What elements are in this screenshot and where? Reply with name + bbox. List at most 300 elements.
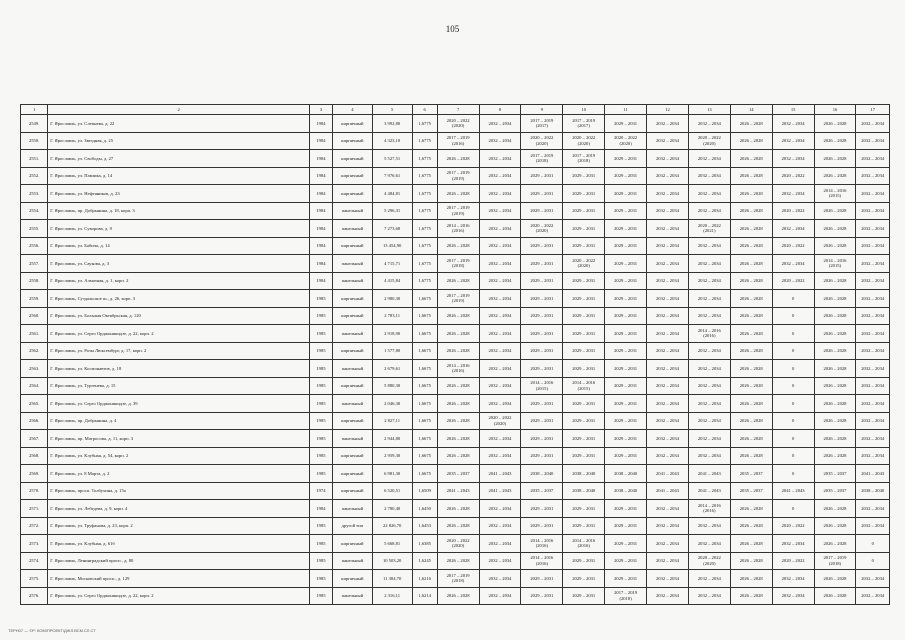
period-col12-cell: 2032 – 2034 [647,272,689,290]
period-col11-cell: 2029 – 2031 [605,307,647,325]
wall-material-cell: кирпичный [332,167,372,185]
address-cell: Г. Ярославль, ул. Лебедева, д. 9, корп. 4 [48,500,310,518]
rate-cell: 1,6385 [412,535,437,553]
period-col14-cell: 2026 – 2028 [730,570,772,588]
period-col16-cell: 2026 – 2028 [814,342,856,360]
address-cell: Г. Ярославль, ул. Розы Люксембург, д. 17, корп. 2 [48,342,310,360]
wall-material-cell: панельный [332,325,372,343]
rate-cell: 1,6775 [412,255,437,273]
period-col9-cell: 2038 – 2040 [521,465,563,483]
row-number-cell: 2554. [21,202,48,220]
period-col13-cell: 2032 – 2034 [688,377,730,395]
period-col7-cell: 2017 – 2019 (2016) [437,132,479,150]
period-col7-cell: 2020 – 2022 (2020) [437,115,479,133]
period-col10-cell: 2017 – 2019 (2018) [563,150,605,168]
period-col15-cell: 0 [772,325,814,343]
period-col16-cell: 2026 – 2028 [814,500,856,518]
period-col14-cell: 2026 – 2028 [730,220,772,238]
row-number-cell: 2549. [21,115,48,133]
period-col9-cell: 2029 – 2031 [521,430,563,448]
column-number-5: 5 [372,105,412,115]
address-cell: Г. Ярославль, Ленинградский просп., д. 80 [48,552,310,570]
period-col15-cell: 2032 – 2034 [772,132,814,150]
period-col12-cell: 2032 – 2034 [647,307,689,325]
period-col13-cell: 2032 – 2034 [688,185,730,203]
area-cell: 4 715,71 [372,255,412,273]
period-col7-cell: 2026 – 2028 [437,325,479,343]
period-col14-cell: 2026 – 2028 [730,412,772,430]
period-col10-cell: 2038 – 2040 [563,482,605,500]
rate-cell: 1,6775 [412,237,437,255]
period-col8-cell: 2032 – 2034 [479,220,521,238]
period-col11-cell: 2029 – 2031 [605,150,647,168]
period-col16-cell: 2026 – 2028 [814,360,856,378]
wall-material-cell: кирпичный [332,342,372,360]
table-row [21,377,890,395]
period-col10-cell: 2029 – 2031 [563,307,605,325]
table-row [21,220,890,238]
column-number-10: 10 [563,105,605,115]
period-col12-cell: 2032 – 2034 [647,500,689,518]
period-col8-cell: 2032 – 2034 [479,115,521,133]
period-col14-cell: 2026 – 2028 [730,132,772,150]
rate-cell: 1,6675 [412,430,437,448]
row-number-cell: 2564. [21,377,48,395]
period-col16-cell: 2026 – 2028 [814,377,856,395]
build-year-cell: 1984 [309,150,332,168]
period-col11-cell: 2029 – 2031 [605,202,647,220]
area-cell: 22 826,70 [372,517,412,535]
period-col8-cell: 2041 – 2043 [479,482,521,500]
period-col10-cell: 2029 – 2031 [563,570,605,588]
row-number-cell: 2562. [21,342,48,360]
build-year-cell: 1985 [309,570,332,588]
area-cell: 1 577,80 [372,342,412,360]
column-number-3: 3 [309,105,332,115]
period-col8-cell: 2032 – 2034 [479,132,521,150]
page-number: 105 [445,24,460,34]
build-year-cell: 1984 [309,272,332,290]
period-col13-cell: 2032 – 2034 [688,290,730,308]
table-row [21,570,890,588]
footer-note: ТЕРН07 — ©Р: КОМ/ПРОЕКТ/ДЖЛ.ВСМ.СЛ.СТ [8,628,96,633]
period-col7-cell: 2014 – 2016 (2016) [437,220,479,238]
table-row [21,150,890,168]
row-number-cell: 2558. [21,272,48,290]
wall-material-cell: панельный [332,395,372,413]
row-number-cell: 2553. [21,185,48,203]
period-col13-cell: 2032 – 2034 [688,570,730,588]
address-cell: Г. Ярославль, пр. Добрынина, д. 4 [48,412,310,430]
period-col12-cell: 2032 – 2034 [647,552,689,570]
wall-material-cell: панельный [332,587,372,605]
area-cell: 4 484,81 [372,185,412,203]
period-col11-cell: 2029 – 2031 [605,185,647,203]
period-col13-cell: 2032 – 2034 [688,115,730,133]
period-col7-cell: 2026 – 2028 [437,185,479,203]
period-col12-cell: 2032 – 2034 [647,290,689,308]
rate-cell: 1,6675 [412,412,437,430]
period-col10-cell: 2029 – 2031 [563,360,605,378]
period-col17-cell: 2038 – 2040 [856,482,890,500]
period-col17-cell: 2032 – 2034 [856,115,890,133]
period-col9-cell: 2029 – 2031 [521,202,563,220]
period-col15-cell: 0 [772,307,814,325]
period-col9-cell: 2029 – 2031 [521,325,563,343]
column-number-14: 14 [730,105,772,115]
table-row [21,552,890,570]
period-col8-cell: 2032 – 2034 [479,517,521,535]
build-year-cell: 1984 [309,202,332,220]
period-col9-cell: 2014 – 2016 (2016) [521,552,563,570]
table-row [21,307,890,325]
period-col14-cell: 2026 – 2028 [730,587,772,605]
period-col13-cell: 2014 – 2016 (2016) [688,500,730,518]
address-cell: Г. Ярославль, ул. Звездная, д. 25 [48,132,310,150]
period-col9-cell: 2029 – 2031 [521,272,563,290]
period-col17-cell: 2032 – 2034 [856,325,890,343]
period-col9-cell: 2029 – 2031 [521,570,563,588]
period-col13-cell: 2032 – 2034 [688,360,730,378]
period-col11-cell: 2029 – 2031 [605,500,647,518]
address-cell: Г. Ярославль, ул. Алмазная, д. 1, корп. 2 [48,272,310,290]
rate-cell: 1,6214 [412,587,437,605]
address-cell: Г. Ярославль, ул. Клубная, д. 54, корп. 2 [48,447,310,465]
period-col15-cell: 2032 – 2034 [772,255,814,273]
period-col10-cell: 2029 – 2031 [563,220,605,238]
rate-cell: 1,6675 [412,377,437,395]
period-col14-cell: 2026 – 2028 [730,185,772,203]
period-col12-cell: 2041 – 2043 [647,482,689,500]
row-number-cell: 2575. [21,570,48,588]
period-col16-cell: 2026 – 2028 [814,132,856,150]
period-col10-cell: 2029 – 2031 [563,587,605,605]
period-col13-cell: 2032 – 2034 [688,412,730,430]
period-col11-cell: 2029 – 2031 [605,272,647,290]
period-col9-cell: 2014 – 2016 (2016) [521,535,563,553]
period-col7-cell: 2026 – 2028 [437,552,479,570]
area-cell: 13 454,90 [372,237,412,255]
period-col17-cell: 2032 – 2034 [856,587,890,605]
table-row [21,430,890,448]
period-col13-cell: 2032 – 2034 [688,342,730,360]
period-col15-cell: 2032 – 2034 [772,587,814,605]
period-col10-cell: 2029 – 2031 [563,185,605,203]
build-year-cell: 1984 [309,255,332,273]
period-col14-cell: 2026 – 2028 [730,360,772,378]
period-col14-cell: 2026 – 2028 [730,307,772,325]
period-col14-cell: 2026 – 2028 [730,167,772,185]
build-year-cell: 1985 [309,307,332,325]
period-col14-cell: 2026 – 2028 [730,237,772,255]
period-col8-cell: 2032 – 2034 [479,360,521,378]
period-col15-cell: 2020 – 2022 [772,202,814,220]
wall-material-cell: кирпичный [332,482,372,500]
period-col8-cell: 2032 – 2034 [479,185,521,203]
period-col11-cell: 2029 – 2031 [605,377,647,395]
period-col17-cell: 2032 – 2034 [856,307,890,325]
address-cell: Г. Ярославль, Московский просп., д. 129 [48,570,310,588]
address-cell: Г. Ярославль, ул. Слепнева, д. 22 [48,115,310,133]
period-col17-cell: 2032 – 2034 [856,570,890,588]
table-row [21,360,890,378]
period-col13-cell: 2032 – 2034 [688,237,730,255]
area-cell: 2 959,30 [372,447,412,465]
period-col12-cell: 2032 – 2034 [647,167,689,185]
column-number-9: 9 [521,105,563,115]
period-col16-cell: 2026 – 2028 [814,447,856,465]
period-col13-cell: 2020 – 2022 (2020) [688,132,730,150]
period-col16-cell: 2026 – 2028 [814,307,856,325]
column-number-7: 7 [437,105,479,115]
period-col15-cell: 2020 – 2022 [772,167,814,185]
period-col17-cell: 2032 – 2034 [856,377,890,395]
period-col12-cell: 2032 – 2034 [647,447,689,465]
period-col13-cell: 2032 – 2034 [688,255,730,273]
period-col17-cell: 2032 – 2034 [856,255,890,273]
row-number-cell: 2574. [21,552,48,570]
period-col11-cell: 2029 – 2031 [605,115,647,133]
period-col10-cell: 2038 – 2040 [563,465,605,483]
rate-cell: 1,6675 [412,465,437,483]
period-col17-cell: 2032 – 2034 [856,167,890,185]
period-col12-cell: 2032 – 2034 [647,587,689,605]
wall-material-cell: панельный [332,552,372,570]
row-number-cell: 2570. [21,482,48,500]
period-col7-cell: 2026 – 2028 [437,447,479,465]
period-col7-cell: 2026 – 2028 [437,395,479,413]
rate-cell: 1,6675 [412,360,437,378]
period-col10-cell: 2029 – 2031 [563,500,605,518]
address-cell: Г. Ярославль, ул. Большая Октябрьская, д. 120 [48,307,310,325]
period-col14-cell: 2026 – 2028 [730,290,772,308]
period-col12-cell: 2032 – 2034 [647,377,689,395]
period-col10-cell: 2014 – 2016 (2016) [563,535,605,553]
period-col14-cell: 2026 – 2028 [730,535,772,553]
period-col17-cell: 0 [856,535,890,553]
period-col9-cell: 2029 – 2031 [521,517,563,535]
row-number-cell: 2559. [21,290,48,308]
period-col15-cell: 0 [772,377,814,395]
area-cell: 2 780,40 [372,500,412,518]
period-col15-cell: 2032 – 2034 [772,535,814,553]
rate-cell: 1,6775 [412,185,437,203]
build-year-cell: 1984 [309,185,332,203]
period-col11-cell: 2017 – 2019 (2018) [605,587,647,605]
period-col10-cell: 2014 – 2016 (2015) [563,377,605,395]
wall-material-cell: кирпичный [332,115,372,133]
column-number-6: 6 [412,105,437,115]
area-cell: 2 980,30 [372,290,412,308]
address-cell: Г. Ярославль, ул. Бабича, д. 14 [48,237,310,255]
column-number-12: 12 [647,105,689,115]
rate-cell: 1,6775 [412,132,437,150]
table-row [21,325,890,343]
column-number-1: 1 [21,105,48,115]
area-cell: 11 384,70 [372,570,412,588]
period-col17-cell: 2032 – 2034 [856,395,890,413]
column-number-13: 13 [688,105,730,115]
period-col17-cell: 2032 – 2034 [856,150,890,168]
rate-cell: 1,6675 [412,395,437,413]
period-col14-cell: 2035 – 2037 [730,482,772,500]
build-year-cell: 1984 [309,115,332,133]
period-col17-cell: 2032 – 2034 [856,360,890,378]
period-col11-cell: 2029 – 2031 [605,360,647,378]
period-col17-cell: 2032 – 2034 [856,290,890,308]
rate-cell: 1,6245 [412,552,437,570]
wall-material-cell: кирпичный [332,465,372,483]
period-col14-cell: 2026 – 2028 [730,115,772,133]
period-col10-cell: 2020 – 2022 (2020) [563,132,605,150]
period-col17-cell: 2032 – 2034 [856,220,890,238]
period-col7-cell: 2017 – 2019 (2018) [437,570,479,588]
address-cell: Г. Ярославль, ул. Суворова, д. 9 [48,220,310,238]
period-col12-cell: 2032 – 2034 [647,517,689,535]
area-cell: 4 323,10 [372,132,412,150]
period-col16-cell: 2026 – 2028 [814,412,856,430]
wall-material-cell: кирпичный [332,150,372,168]
area-cell: 6 520,51 [372,482,412,500]
period-col11-cell: 2029 – 2031 [605,342,647,360]
period-col16-cell: 2026 – 2028 [814,517,856,535]
build-year-cell: 1985 [309,290,332,308]
column-number-row [21,105,890,115]
period-col12-cell: 2032 – 2034 [647,342,689,360]
period-col9-cell: 2029 – 2031 [521,167,563,185]
period-col13-cell: 2020 – 2022 (2021) [688,220,730,238]
row-number-cell: 2566. [21,412,48,430]
wall-material-cell: кирпичный [332,307,372,325]
period-col9-cell: 2029 – 2031 [521,360,563,378]
table-row [21,132,890,150]
period-col16-cell: 2026 – 2028 [814,325,856,343]
table-row [21,185,890,203]
period-col17-cell: 2041 – 2043 [856,465,890,483]
area-cell: 4 415,84 [372,272,412,290]
period-col15-cell: 0 [772,430,814,448]
period-col15-cell: 0 [772,447,814,465]
period-col11-cell: 2029 – 2031 [605,237,647,255]
period-col8-cell: 2041 – 2043 [479,465,521,483]
period-col10-cell: 2017 – 2019 (2017) [563,115,605,133]
build-year-cell: 1985 [309,342,332,360]
period-col13-cell: 2032 – 2034 [688,202,730,220]
rate-cell: 1,6775 [412,272,437,290]
wall-material-cell: панельный [332,272,372,290]
wall-material-cell: панельный [332,202,372,220]
row-number-cell: 2572. [21,517,48,535]
build-year-cell: 1985 [309,325,332,343]
period-col15-cell: 2032 – 2034 [772,220,814,238]
period-col8-cell: 2032 – 2034 [479,150,521,168]
period-col12-cell: 2032 – 2034 [647,220,689,238]
period-col11-cell: 2029 – 2031 [605,430,647,448]
table-row [21,255,890,273]
period-col9-cell: 2029 – 2031 [521,185,563,203]
area-cell: 5 668,81 [372,535,412,553]
period-col10-cell: 2029 – 2031 [563,272,605,290]
period-col9-cell: 2029 – 2031 [521,307,563,325]
period-col8-cell: 2032 – 2034 [479,395,521,413]
build-year-cell: 1985 [309,395,332,413]
row-number-cell: 2556. [21,237,48,255]
period-col7-cell: 2026 – 2028 [437,150,479,168]
period-col9-cell: 2029 – 2031 [521,342,563,360]
period-col13-cell: 2032 – 2034 [688,150,730,168]
address-cell: Г. Ярославль, ул. Тургенева, д. 15 [48,377,310,395]
period-col12-cell: 2032 – 2034 [647,412,689,430]
period-col17-cell: 2032 – 2034 [856,517,890,535]
period-col13-cell: 2041 – 2043 [688,465,730,483]
period-col13-cell: 2032 – 2034 [688,447,730,465]
period-col16-cell: 2014 – 2016 (2015) [814,185,856,203]
build-year-cell: 1985 [309,447,332,465]
period-col15-cell: 0 [772,465,814,483]
rate-cell: 1,6775 [412,115,437,133]
build-year-cell: 1985 [309,552,332,570]
repair-schedule-table [20,104,890,605]
period-col9-cell: 2029 – 2031 [521,412,563,430]
table-row [21,500,890,518]
area-cell: 2 316,11 [372,587,412,605]
wall-material-cell: панельный [332,430,372,448]
column-number-15: 15 [772,105,814,115]
column-number-11: 11 [605,105,647,115]
address-cell: Г. Ярославль, ул. Серго Орджоникидзе, д. 39 [48,395,310,413]
period-col14-cell: 2026 – 2028 [730,255,772,273]
period-col14-cell: 2026 – 2028 [730,377,772,395]
period-col16-cell: 2035 – 2037 [814,465,856,483]
table-row [21,202,890,220]
period-col14-cell: 2026 – 2028 [730,517,772,535]
row-number-cell: 2567. [21,430,48,448]
period-col9-cell: 2035 – 2037 [521,482,563,500]
period-col11-cell: 2029 – 2031 [605,552,647,570]
period-col7-cell: 2026 – 2028 [437,587,479,605]
period-col17-cell: 2032 – 2034 [856,132,890,150]
period-col17-cell: 0 [856,552,890,570]
period-col9-cell: 2029 – 2031 [521,500,563,518]
period-col17-cell: 2032 – 2034 [856,412,890,430]
address-cell: Г. Ярославль, ул. Нефтяников, д. 23 [48,185,310,203]
period-col9-cell: 2029 – 2031 [521,587,563,605]
period-col17-cell: 2032 – 2034 [856,447,890,465]
period-col16-cell: 2026 – 2028 [814,587,856,605]
period-col15-cell: 2020 – 2022 [772,272,814,290]
period-col15-cell: 0 [772,395,814,413]
rate-cell: 1,6775 [412,150,437,168]
period-col14-cell: 2035 – 2037 [730,465,772,483]
period-col10-cell: 2029 – 2031 [563,167,605,185]
period-col12-cell: 2032 – 2034 [647,115,689,133]
period-col9-cell: 2029 – 2031 [521,395,563,413]
period-col16-cell: 2026 – 2028 [814,395,856,413]
rate-cell: 1,6775 [412,167,437,185]
address-cell: Г. Ярославль, Суздальское ш., д. 26, корп. 3 [48,290,310,308]
period-col14-cell: 2026 – 2028 [730,500,772,518]
wall-material-cell: кирпичный [332,132,372,150]
period-col13-cell: 2032 – 2034 [688,535,730,553]
period-col7-cell: 2026 – 2028 [437,500,479,518]
period-col15-cell: 2020 – 2022 [772,552,814,570]
period-col17-cell: 2032 – 2034 [856,185,890,203]
row-number-cell: 2551. [21,150,48,168]
address-cell: Г. Ярославль, пр. Матросова, д. 11, корп. 3 [48,430,310,448]
address-cell: Г. Ярославль, ул. Космонавтов, д. 18 [48,360,310,378]
period-col10-cell: 2029 – 2031 [563,517,605,535]
period-col13-cell: 2032 – 2034 [688,307,730,325]
